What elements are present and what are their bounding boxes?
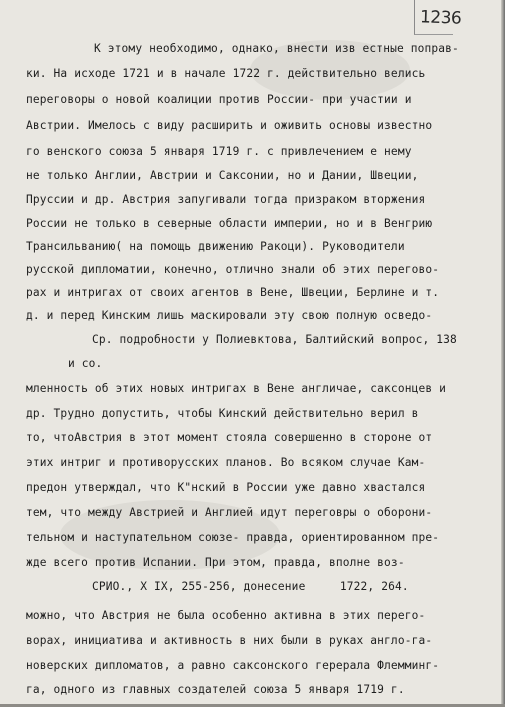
- text-line: Пруссии и др. Австрия запугивали тогда призраком вторжения: [26, 193, 426, 206]
- text-line: России не только в северные области империи, но и в Венгрию: [26, 217, 433, 230]
- text-line: переговоры о новой коалиции против России- при участии и: [26, 93, 412, 106]
- scan-edge: [501, 0, 505, 707]
- footnote-line: СРИО., Х IX, 255-256, донесение 1722, 264.: [92, 580, 409, 593]
- text-line: мленность об этих новых интригах в Вене англичае, саксонцев и: [26, 382, 447, 395]
- text-line: га, одного из главных создателей союза 5 января 1719 г.: [26, 683, 405, 696]
- text-line: го венского союза 5 января 1719 г. с привлечением е нему: [26, 145, 412, 158]
- text-line: К этому необходимо, однако, внести изв естные поправ-: [94, 42, 459, 55]
- text-line: то, чтоАвстрия в этот момент стояла совершенно в стороне от: [26, 431, 433, 444]
- text-line: Трансильванию( на помощь движению Ракоци). Руководители: [26, 240, 405, 253]
- text-line: рах и интригах от своих агентов в Вене, Швеции, Берлине и т.: [26, 286, 440, 299]
- text-line: не только Англии, Австрии и Саксонии, но и Дании, Швеции,: [26, 169, 419, 182]
- text-line: ки. На исходе 1721 и в начале 1722 г. действительно велись: [26, 67, 426, 80]
- text-line: этих интриг и противорусских планов. Во всяком случае Кам-: [26, 456, 426, 469]
- text-line: тельном и наступательном союзе- правда, ориентированном пре-: [26, 531, 440, 544]
- text-line: жде всего против Испании. При этом, правда, вполне воз-: [26, 556, 405, 569]
- text-line: новерских дипломатов, а равно саксонского герерала Флемминг-: [26, 659, 440, 672]
- text-line: д. и перед Кинским лишь маскировали эту свою полную осведо-: [26, 309, 433, 322]
- text-line: Австрии. Имелось с виду расширить и оживить основы известно: [26, 119, 433, 132]
- text-line: предон утверждал, что К"нский в России уже давно хвастался: [26, 481, 426, 494]
- text-line: русской дипломатии, конечно, отлично знали об этих перегово-: [26, 263, 440, 276]
- page-number: 1236: [419, 7, 462, 29]
- footnote-line: и со.: [68, 357, 103, 370]
- text-line: можно, что Австрия не была особенно активна в этих перего-: [26, 609, 426, 622]
- footnote-line: Ср. подробности у Полиевктова, Балтийский вопрос, 138: [92, 333, 457, 346]
- text-line: ворах, инициатива и активность в них были в руках англо-га-: [26, 634, 433, 647]
- text-line: тем, что между Австрией и Англией идут переговры о оборони-: [26, 506, 433, 519]
- text-line: др. Трудно допустить, чтобы Кинский действительно верил в: [26, 407, 419, 420]
